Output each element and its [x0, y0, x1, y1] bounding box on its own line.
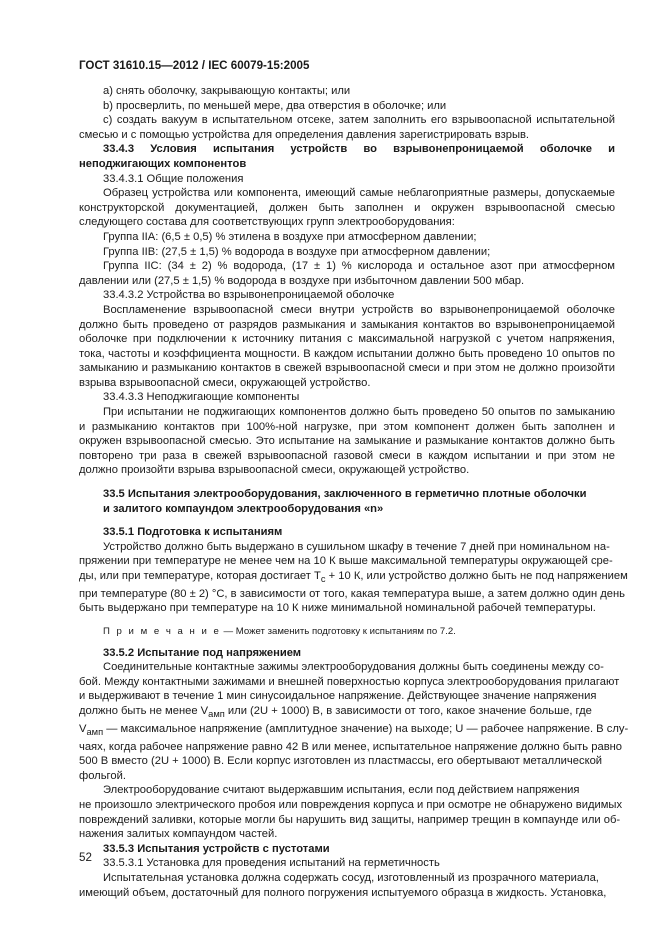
group-iib: Группа IIB: (27,5 ± 1,5) % водорода в воздухе при атмосферном давлении;: [103, 245, 491, 258]
text-line: при температуре (80 ± 2) °С, в зависимости от того, какая температура выше, а затем должно один день: [79, 587, 626, 600]
section-33-5-2-title: 33.5.2 Испытание под напряжением: [103, 646, 302, 659]
document-header: ГОСТ 31610.15—2012 / IEC 60079-15:2005: [79, 59, 310, 72]
text-line: не произошло электрического пробоя или повреждения корпуса и при осмотре не обнаружено видимых: [79, 799, 623, 812]
text-span: — максимальное напряжение (амплитудное значение) на выходе; U — рабочее напряжение. В слу-: [103, 722, 629, 735]
text-span: ды, или при температуре, которая достигает T: [79, 570, 321, 582]
section-33-5-heading: [79, 487, 615, 516]
text-line: пряжении при температуре не менее чем на 10 К выше максимальной температуры окружающей сре-: [79, 555, 613, 568]
text-line: нажения залитых компаундом частей.: [79, 828, 278, 841]
text-line-with-formula: [79, 704, 615, 722]
section-33-4-3-2-text: Воспламенение взрывоопасной смеси внутри устройств во взрывонепроницаемой оболочке должно быть проведено от разрядов размыкания и замыкания контактов во взрывонепроницаемой оболочке при подключении к источнику питания с максимальной нагрузкой с учетом напряжения, тока, частоты и коэффициента мощности. В каждом испытании должно быть проведено 10 опытов по замыканию и размыканию контактов в свежей взрывоопасной смеси и при этом не должно произойти взрыва взрывоопасной смеси, окружающей устройство.: [79, 303, 615, 389]
text-line: Соединительные контактные зажимы электрооборудования должны быть соединены между со-: [103, 661, 604, 674]
section-33-5-heading-line2: и залитого компаундом электрооборудования «n»: [103, 502, 384, 515]
text-line: быть выдержано при температуре на 10 К ниже минимальной номинальной рабочей температуры.: [79, 602, 596, 615]
section-33-4-3-3-title: 33.4.3.3 Неподжигающие компоненты: [103, 391, 300, 404]
subscript: амп: [208, 709, 225, 720]
section-33-4-3-1-title: 33.4.3.1 Общие положения: [103, 172, 244, 185]
list-item-b: b) просверлить, по меньшей мере, два отверстия в оболочке; или: [103, 99, 447, 112]
text-line-with-formula: [79, 722, 629, 740]
text-span: + 10 К, или устройство должно быть не под напряжением: [325, 570, 628, 582]
section-33-5-heading-line1: 33.5 Испытания электрооборудования, заключенного в герметично плотные оболочки: [103, 488, 587, 501]
text-line-with-formula: [79, 569, 628, 587]
section-33-5-3-title: 33.5.3 Испытания устройств с пустотами: [103, 842, 330, 855]
page-body: [79, 84, 629, 900]
section-33-5-2-text-2: [79, 783, 623, 841]
text-line: имеющий объем, достаточный для полного погружения испытуемого образца в жидкость. Установка,: [79, 886, 607, 899]
section-33-5-3-1-text: [79, 871, 615, 900]
text-line: чаях, когда рабочее напряжение равно 42 В или менее, испытательное напряжение должно быть равно: [79, 740, 623, 753]
subscript: амп: [86, 727, 104, 738]
section-33-5-1-text: [79, 540, 628, 616]
text-span: должно быть не менее V: [79, 704, 209, 717]
text-line: Устройство должно быть выдержано в сушильном шкафу в течение 7 дней при номинальном на-: [103, 540, 610, 553]
text-span: V: [79, 722, 87, 735]
note: [79, 625, 615, 640]
page-number: 52: [79, 851, 92, 864]
list-item-a: a) снять оболочку, закрывающую контакты; или: [103, 85, 351, 97]
section-33-4-3-heading: 33.4.3 Условия испытания устройств во взрывонепроницаемой оболочке и неподжигающих компонентов: [79, 143, 615, 170]
text-line: бой. Между контактными зажимами и внешней поверхностью корпуса электрооборудования прилагают: [79, 675, 620, 688]
section-33-5-3-1-title: 33.5.3.1 Установка для проведения испытаний на герметичность: [103, 857, 440, 870]
text-line: 500 В вместо (2U + 1000) В. Если корпус изготовлен из пластмассы, его обертывают металлической: [79, 755, 603, 768]
text-line: Электрооборудование считают выдержавшим испытания, если под действием напряжения: [103, 784, 580, 797]
section-33-4-3-3-text: При испытании не поджигающих компонентов должно быть проведено 50 опытов по замыканию и размыканию контактов при 100%-ной нагрузке, при этом компонент должен быть заполнен и окружен взрывоопасной смесью. Это испытание на замыкание и размыкание контактов должно быть повторено три раза в свежей взрывоопасной газовой смеси в каждом испытании и при этом не должно произойти взрыва взрывоопасной смеси, окружающей устройство.: [79, 406, 615, 477]
text-line: повреждений заливки, которые могли бы нарушить вид защиты, например трещин в компаунде или об-: [79, 813, 621, 826]
section-33-5-2-text: [79, 660, 629, 783]
section-33-4-3-2-title: 33.4.3.2 Устройства во взрывонепроницаемой оболочке: [103, 289, 395, 302]
note-label: П р и м е ч а н и е: [103, 626, 221, 638]
section-33-4-3-1-text: Образец устройства или компонента, имеющий самые неблагоприятные размеры, допускаемые конструкторской документацией, должен быть заполнен и окружен взрывоопасной смесью следующего состава для соответствующих групп электрооборудования:: [79, 187, 615, 229]
text-line: Испытательная установка должна содержать сосуд, изготовленный из прозрачного материала,: [103, 871, 599, 884]
list-item-c: c) создать вакуум в испытательном отсеке, затем заполнить его взрывоопасной испытательной смесью и с помощью устройства для определения давления зарегистрировать взрыв.: [79, 114, 615, 141]
text-span: или (2U + 1000) В, в зависимости от того, какое значение больше, где: [224, 704, 592, 717]
section-33-5-1-title: 33.5.1 Подготовка к испытаниям: [103, 526, 283, 539]
note-text: — Может заменить подготовку к испытаниям по 7.2.: [220, 626, 456, 638]
subscript: c: [320, 574, 326, 585]
text-line: фольгой.: [79, 769, 126, 782]
group-iic: Группа IIC: (34 ± 2) % водорода, (17 ± 1) % кислорода и остальное азот при атмосферном давлении или (27,5 ± 1,5) % водорода в воздухе при избыточном давлении 500 мбар.: [79, 260, 615, 287]
group-iia: Группа IIA: (6,5 ± 0,5) % этилена в воздухе при атмосферном давлении;: [103, 230, 477, 243]
text-line: и выдерживают в течение 1 мин синусоидальное напряжение. Действующее значение напряжения: [79, 690, 597, 703]
